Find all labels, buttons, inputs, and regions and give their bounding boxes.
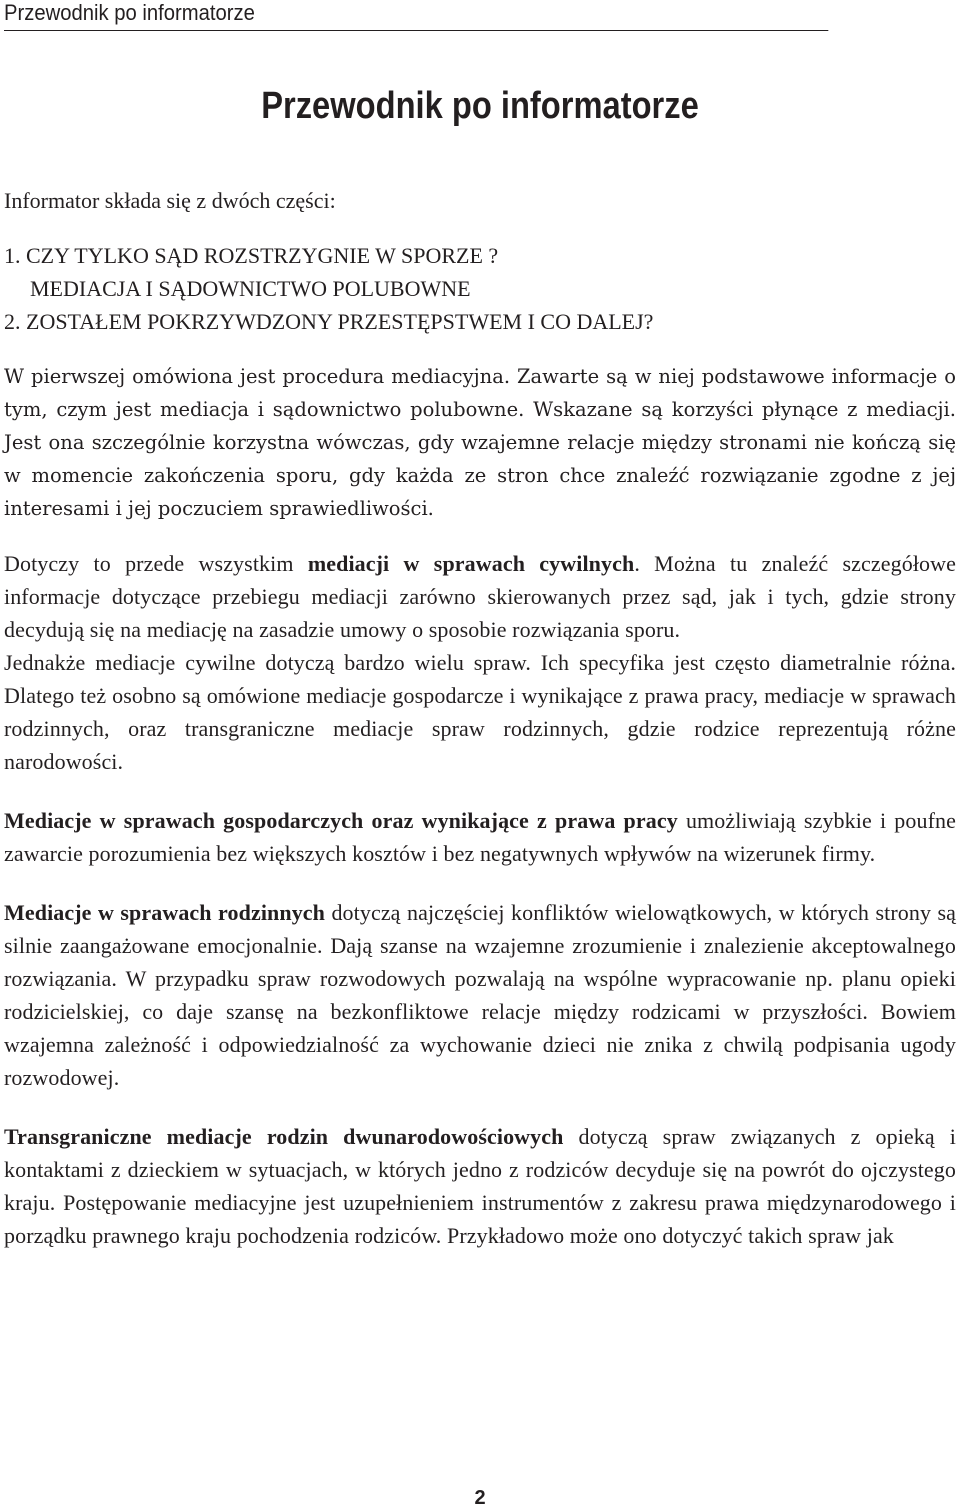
parts-list [4, 239, 956, 338]
text-rest: . Można tu znaleźć szczegółowe informacje dotyczące przebiegu mediacji zarówno skierowanych przez sąd, jak i tych, gdzie strony decydują się na mediację na zasadzie umowy o sposobie rozwiązania sporu. [4, 551, 956, 642]
emphasis-family: Mediacje w sprawach rodzinnych [4, 900, 326, 925]
emphasis-civil: mediacji w sprawach cywilnych [307, 551, 635, 576]
text-lead: Dotyczy to przede wszystkim [4, 551, 308, 576]
text-rest: dotyczą najczęściej konfliktów wielowątkowych, w których strony są silnie zaangażowane emocjonalnie. Dają szanse na wzajemne zrozumienie i znalezienie akceptowalnego rozwiązania. W przypadku spraw rozwodowych pozwalają na wspólne wypracowanie np. planu opieki rodzicielskiej, co daje szansę na bezkonfliktowe relacje między rodzicami w przyszłości. Bowiem wzajemna zależność i odpowiedzialność za wychowanie dzieci nie znika z chwilą podpisania ugody rozwodowej. [4, 900, 956, 1090]
emphasis-crossborder: Transgraniczne mediacje rodzin dwunarodowościowych [4, 1124, 564, 1149]
intro-paragraph: Informator składa się z dwóch części: [4, 188, 336, 213]
paragraph-family-mediation [4, 896, 956, 1094]
paragraph-business-mediation [4, 804, 956, 870]
paragraph-procedure: W pierwszej omówiona jest procedura mediacyjna. Zawarte są w niej podstawowe informacje o tym, czym jest mediacja i sądownictwo polubowne. Wskazane są korzyści płynące z mediacji. Jest ona szczególnie korzystna wówczas, gdy wzajemne relacje między stronami nie kończą się w momencie zakończenia sporu, gdy każda ze stron chce znaleźć rozwiązanie zgodne z jej interesami i jej poczuciem sprawiedliwości. [4, 365, 956, 520]
paragraph-civil-mediation [4, 547, 956, 646]
list-item-1-continuation: MEDIACJA I SĄDOWNICTWO POLUBOWNE [30, 276, 471, 301]
page-number: 2 [474, 1487, 486, 1509]
list-item-1: 1. CZY TYLKO SĄD ROZSTRZYGNIE W SPORZE ? [4, 243, 499, 268]
paragraph-crossborder-mediation [4, 1120, 956, 1252]
running-header: Przewodnik po informatorze [4, 0, 828, 31]
document-body [4, 184, 956, 1252]
emphasis-business: Mediacje w sprawach gospodarczych oraz wynikające z prawa pracy [4, 808, 678, 833]
page-title: Przewodnik po informatorze [261, 85, 699, 127]
text-rest: umożliwiają szybkie i poufne zawarcie porozumienia bez większych kosztów i bez negatywnych wpływów na wizerunek firmy. [4, 808, 956, 866]
list-item-2: 2. ZOSTAŁEM POKRZYWDZONY PRZESTĘPSTWEM I CO DALEJ? [4, 309, 654, 334]
paragraph-specifics: Jednakże mediacje cywilne dotyczą bardzo wielu spraw. Ich specyfika jest często diametralnie różna. Dlatego też osobno są omówione mediacje gospodarcze i wynikające z prawa pracy, mediacje w sprawach rodzinnych, oraz transgraniczne mediacje spraw rodzinnych, gdzie rodzice reprezentują różne narodowości. [4, 650, 956, 774]
text-rest: dotyczą spraw związanych z opieką i kontaktami z dzieckiem w sytuacjach, w których jedno z rodziców decyduje się na powrót do ojczystego kraju. Postępowanie mediacyjne jest uzupełnieniem instrumentów z zakresu prawa międzynarodowego i porządku prawnego kraju pochodzenia rodziców. Przykładowo może ono dotyczyć takich spraw jak [4, 1124, 956, 1248]
